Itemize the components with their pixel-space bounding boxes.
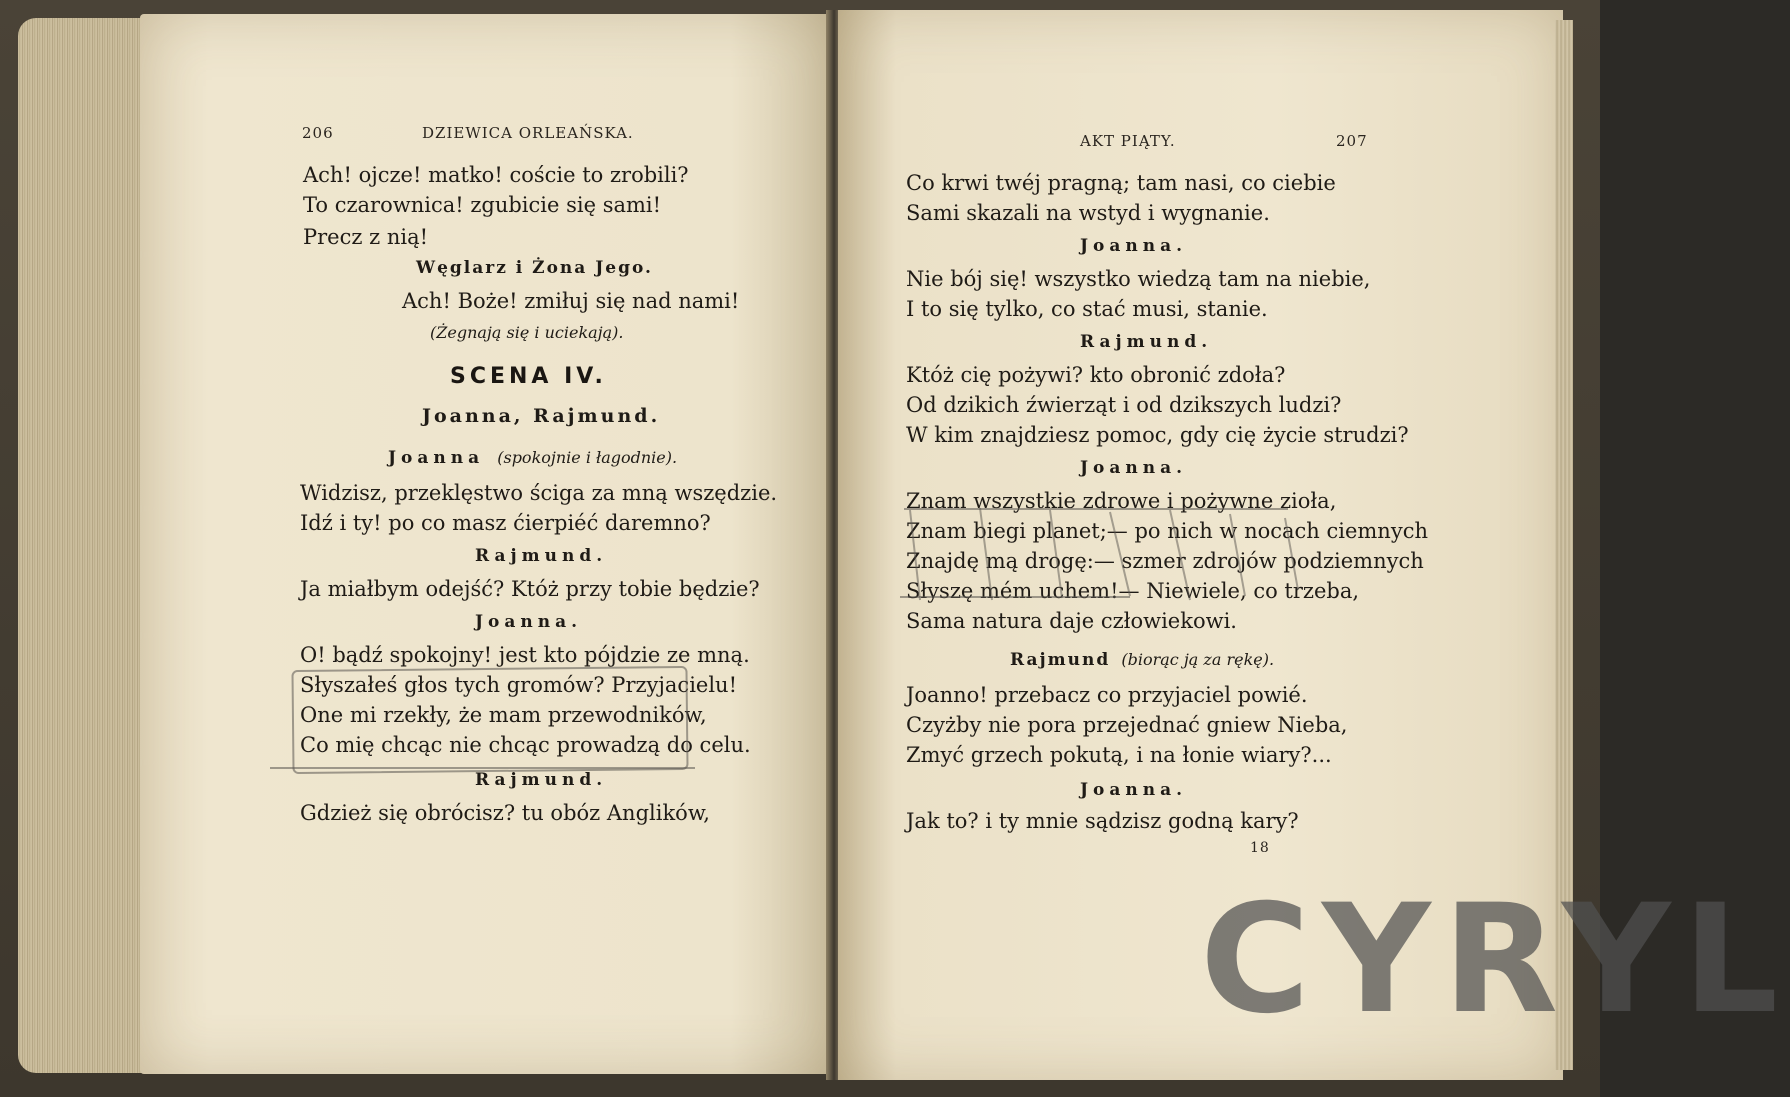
speaker-label: Joanna: [388, 448, 485, 468]
verse-line: Gdzież się obrócisz? tu obóz Anglików,: [300, 801, 710, 825]
stage-direction: (spokojnie i łagodnie).: [497, 448, 678, 467]
verse-line: O! bądź spokojny! jest kto pójdzie ze mną.: [300, 643, 750, 667]
speaker-label: Joanna.: [475, 612, 583, 632]
verse-line: Znam wszystkie zdrowe i pożywne zioła,: [906, 489, 1337, 513]
speaker-label: Rajmund.: [475, 546, 608, 566]
verse-line: Precz z nią!: [303, 225, 429, 249]
pencil-underline: [270, 767, 695, 769]
speaker-label: Rajmund.: [1080, 332, 1213, 352]
stage-direction: (biorąc ją za rękę).: [1121, 650, 1275, 669]
watermark-logo: CYRYL: [1200, 873, 1790, 1047]
speaker-label: Joanna.: [1080, 236, 1188, 256]
speaker-label: Rajmund: [1010, 650, 1111, 670]
verse-line: Znajdę mą drogę:— szmer zdrojów podziemnych: [906, 549, 1424, 573]
verse-line: Joanno! przebacz co przyjaciel powié.: [906, 683, 1308, 707]
right-running-title: AKT PIĄTY.: [1080, 132, 1176, 150]
printer-signature: 18: [1250, 840, 1270, 856]
verse-line: W kim znajdziesz pomoc, gdy cię życie strudzi?: [906, 423, 1409, 447]
speaker-label: Joanna.: [1080, 458, 1188, 478]
speaker-label: Joanna.: [1080, 780, 1188, 800]
verse-line: Zmyć grzech pokutą, i na łonie wiary?...: [906, 743, 1332, 767]
right-page-number: 207: [1336, 132, 1368, 150]
verse-line: Sama natura daje człowiekowi.: [906, 609, 1237, 633]
page-edges: [18, 18, 148, 1073]
verse-line: Jak to? i ty mnie sądzisz godną kary?: [906, 809, 1299, 833]
left-running-title: DZIEWICA ORLEAŃSKA.: [422, 124, 634, 142]
verse-line: Co mię chcąc nie chcąc prowadzą do celu.: [300, 733, 751, 757]
verse-line: Widzisz, przeklęstwo ściga za mną wszędzie.: [300, 481, 778, 505]
verse-line: Co krwi twéj pragną; tam nasi, co ciebie: [906, 171, 1336, 195]
verse-line: Nie bój się! wszystko wiedzą tam na niebie,: [906, 267, 1371, 291]
scene-title: SCENA IV.: [450, 364, 607, 389]
verse-line: Od dzikich źwierząt i od dzikszych ludzi?: [906, 393, 1342, 417]
pencil-scribble: [900, 500, 1320, 610]
pencil-annotation: [291, 666, 688, 774]
scene-characters: Joanna, Rajmund.: [422, 405, 661, 427]
verse-line: Któż cię pożywi? kto obronić zdoła?: [906, 363, 1286, 387]
verse-line: Słyszę mém uchem!— Niewiele, co trzeba,: [906, 579, 1360, 603]
speaker-line: [388, 448, 677, 468]
verse-line: Znam biegi planet;— po nich w nocach ciemnych: [906, 519, 1428, 543]
verse-line: Ach! ojcze! matko! coście to zrobili?: [303, 163, 689, 187]
verse-line: Słyszałeś głos tych gromów? Przyjacielu!: [300, 673, 738, 697]
verse-line: Idź i ty! po co masz ćierpiéć daremno?: [300, 511, 711, 535]
verse-line: One mi rzekły, że mam przewodników,: [300, 703, 707, 727]
left-page-number: 206: [302, 124, 334, 142]
stage-direction: (Żegnają się i uciekają).: [430, 323, 624, 342]
verse-line: Sami skazali na wstyd i wygnanie.: [906, 201, 1270, 225]
speaker-line: [1010, 650, 1274, 670]
verse-line: To czarownica! zgubicie się sami!: [303, 193, 662, 217]
verse-line: Ach! Boże! zmiłuj się nad nami!: [402, 289, 740, 313]
speaker-label: Węglarz i Żona Jego.: [416, 258, 653, 278]
speaker-label: Rajmund.: [475, 770, 608, 790]
verse-line: Ja miałbym odejść? Któż przy tobie będzie?: [300, 577, 760, 601]
verse-line: Czyżby nie pora przejednać gniew Nieba,: [906, 713, 1348, 737]
verse-line: I to się tylko, co stać musi, stanie.: [906, 297, 1268, 321]
